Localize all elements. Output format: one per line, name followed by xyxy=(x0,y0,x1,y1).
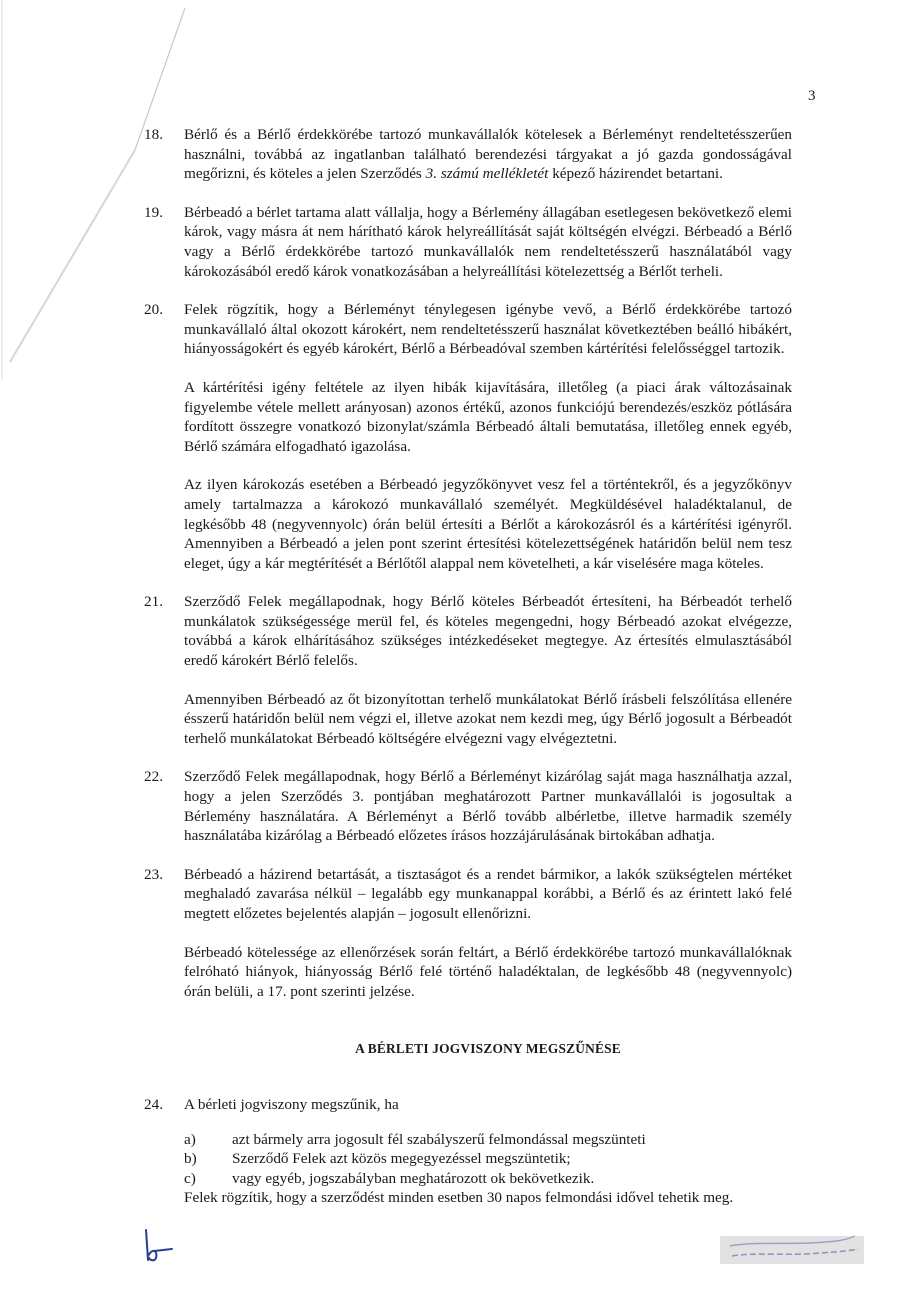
clause-paragraph: Amennyiben Bérbeadó az őt bizonyítottan terhelő munkálatokat Bérlő írásbeli felszólítása ellenére ésszerű határidőn belül nem végzi el, illetve azokat nem kezdi meg, úgy Bérlő jogosult a Bérbeadót terhelő munkálatokat Bérbeadó költségére elvégezni vagy elvégeztetni. xyxy=(184,690,792,747)
clause-intro: A bérleti jogviszony megszűnik, ha xyxy=(184,1095,399,1113)
clause-paragraph: Az ilyen károkozás esetében a Bérbeadó jegyzőkönyvet vesz fel a történtekről, és a jegyzőkönyv amely tartalmazza a károkozó munkavállaló személyét. Megküldésével haladéktalanul, de legkésőbb 48 (negyvennyolc) órán belül értesíti a Bérlőt a károkozásról és a kártérítési igényről. Amennyiben a Bérbeadó a jelen pont szerint értesítési kötelezettségének határidőn belül nem tesz eleget, úgy a kár megtérítését a Bérlőtől alappal nem követelheti, a kár viselésére maga köteles. xyxy=(184,476,792,572)
clause-closing: Felek rögzítik, hogy a szerződést minden esetben 30 napos felmondási idővel tehetik meg. xyxy=(184,1189,734,1207)
clause-21 xyxy=(144,592,792,748)
clause-paragraph: Bérlő és a Bérlő érdekkörébe tartozó munkavállalók kötelesek a Bérleményt rendeltetésszerűen használni, továbbá az ingatlanban található berendezési tárgyakat a jó gazda gondosságával megőrizni, és köteles a jelen Szerződés 3. számú mellékletét képező házirendet betartani. xyxy=(184,126,792,183)
list-text: azt bármely arra jogosult fél szabályszerű felmondással megszünteti xyxy=(232,1130,646,1148)
clause-number: 19. xyxy=(144,203,163,221)
list-text: vagy egyéb, jogszabályban meghatározott ok bekövetkezik. xyxy=(232,1169,595,1187)
clause-22 xyxy=(144,767,792,845)
clause-20 xyxy=(144,300,792,573)
clause-paragraph: Felek rögzítik, hogy a Bérleményt ténylegesen igénybe vevő, a Bérlő érdekkörébe tartozó munkavállaló által okozott károkért, nem rendeltetésszerű használat következtében beálló hibákért, hiányosságokért és egyéb károkért, Bérlő a Bérbeadóval szemben kártérítési felelősséggel tartozik. xyxy=(184,301,792,358)
clause-18 xyxy=(144,125,792,184)
clause-number: 18. xyxy=(144,126,163,143)
clause-number: 22. xyxy=(144,768,163,786)
list-letter: b) xyxy=(184,1150,197,1168)
clause-paragraph: Bérbeadó kötelessége az ellenőrzések során feltárt, a Bérlő érdekkörébe tartozó munkavállalóknak felróható hiányok, hiányosság Bérlő felé történő haladéktalan, de legkésőbb 48 (negyvennyolc) órán belüli, a 17. pont szerinti jelzése. xyxy=(184,943,792,1000)
clause-23 xyxy=(144,865,792,1002)
clause-24 xyxy=(144,1095,792,1208)
document-body xyxy=(144,125,792,1227)
clause-paragraph: Bérbeadó a bérlet tartama alatt vállalja, hogy a Bérlemény állagában esetlegesen bekövetkező elemi károk, vagy másra át nem hárítható károk helyreállítását saját költségén elvégzi. Bérbeadó a Bérlő vagy a Bérlő érdekkörébe tartozó munkavállalók nem rendeltetésszerű használatából vagy károkozásából eredő károk vonatkozásában a helyreállítási kötelezettség a Bérlőt terheli. xyxy=(184,203,792,280)
page-number: 3 xyxy=(808,88,816,104)
clause-19 xyxy=(144,203,792,281)
clause-number: 21. xyxy=(144,593,163,611)
initials-signature xyxy=(140,1226,180,1266)
clause-paragraph: Szerződő Felek megállapodnak, hogy Bérlő köteles Bérbeadót értesíteni, ha Bérbeadót terhelő munkálatok szükségessége merül fel, és köteles megengedni, hogy Bérbeadó azokat elvégezze, továbbá a károk elhárításához szükséges intézkedéseket megtegye. Az értesítés elmulasztásából eredő károkért Bérlő felelős. xyxy=(184,593,792,670)
section-heading: A BÉRLETI JOGVISZONY MEGSZŰNÉSE xyxy=(355,1041,621,1057)
list-item xyxy=(184,1169,792,1189)
clause-paragraph: A kártérítési igény feltétele az ilyen hibák kijavítására, illetőleg (a piaci árak változásainak figyelembe vétele mellett arányosan) azonos értékű, azonos funkciójú berendezés/eszköz pótlására fordított összegre vonatkozó bizonylat/számla Bérbeadó általi bemutatása, illetőleg ennek egyéb, Bérlő számára elfogadható igazolása. xyxy=(184,378,792,455)
clause-paragraph: Szerződő Felek megállapodnak, hogy Bérlő a Bérleményt kizárólag saját maga használhatja azzal, hogy a jelen Szerződés 3. pontjában meghatározott Partner munkavállalói is jogosultak a Bérlemény használatára. A Bérleményt a Bérlő tovább albérletbe, illetve harmadik személy használatába kizárólag a Bérbeadó előzetes írásos hozzájárulásának birtokában adhatja. xyxy=(184,768,792,845)
list-item xyxy=(184,1130,792,1150)
redacted-signature xyxy=(720,1232,866,1268)
clause-paragraph: Bérbeadó a házirend betartását, a tisztaságot és a rendet bármikor, a lakók szükségtelen mértéket meghaladó zavarása nélkül – legalább egy munkanappal korábbi, a Bérlő és az érintett lakó felé megtett előzetes bejelentés alapján – jogosult ellenőrizni. xyxy=(184,865,792,922)
list-letter: c) xyxy=(184,1169,196,1187)
termination-conditions-list xyxy=(184,1130,792,1189)
list-letter: a) xyxy=(184,1130,196,1148)
clause-number: 23. xyxy=(144,865,163,883)
clause-number: 24. xyxy=(144,1095,163,1113)
list-text: Szerződő Felek azt közös megegyezéssel megszüntetik; xyxy=(232,1150,571,1168)
list-item xyxy=(184,1149,792,1169)
clause-number: 20. xyxy=(144,301,163,319)
